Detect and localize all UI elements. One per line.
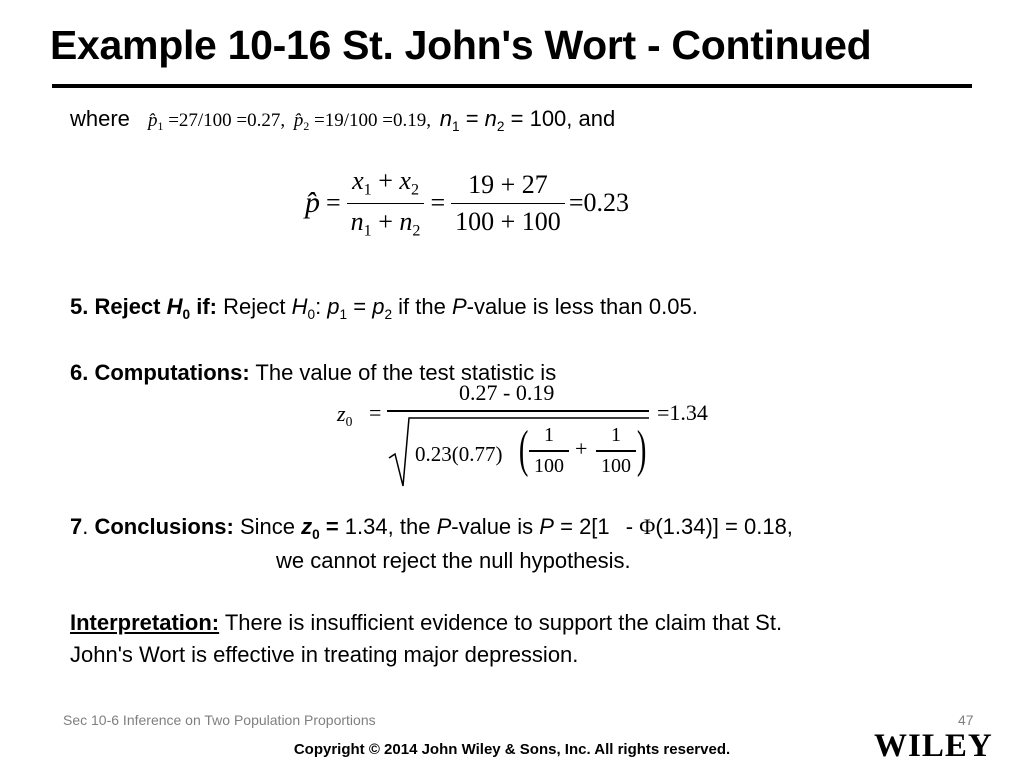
step-6-computations: 6. Computations: The value of the test statistic is: [70, 360, 557, 385]
fraction-2-numerator: 1: [611, 424, 621, 446]
fraction-1-denominator: 100: [534, 454, 564, 477]
copyright-notice: Copyright © 2014 John Wiley & Sons, Inc. All rights reserved.: [293, 741, 731, 758]
step-5-reject-criterion: 5. Reject $H_0$ if: Reject $H_0$: $p_1 = p_2$ if the P-value is less than 0.05.: [70, 294, 698, 322]
step-7-conclusions: 7. Conclusions: Since $z_0 = 1.34$, the P-value is P = 2[1 - Φ(1.34)] = 0.18,: [70, 514, 793, 542]
sample-size-expression: $n_1 = n_2 = 100$, and: [439, 106, 616, 134]
interpretation-line-1: Interpretation: There is insufficient evidence to support the claim that St.: [70, 610, 783, 635]
fraction-1-numerator: 1: [544, 424, 554, 446]
where-label: where: [70, 106, 130, 131]
slide-title: Example 10-16 St. John's Wort - Continued: [50, 22, 872, 68]
fraction-2-denominator: 100: [601, 454, 631, 477]
title-underline: [52, 84, 972, 88]
pooled-symbolic-fraction: $\frac{x_1 + x_2}{n_1 + n_2}$: [347, 166, 425, 241]
wiley-logo: WILEY: [874, 728, 993, 764]
interpretation-label: Interpretation:: [70, 610, 220, 635]
pooled-numeric-fraction: $\frac{19 + 27}{100 + 100}$: [451, 170, 565, 238]
definitions-line: [70, 106, 615, 134]
step-7-conclusion-line-2: we cannot reject the null hypothesis.: [276, 548, 631, 573]
page-number: 47: [958, 712, 974, 728]
z-numerator: 0.27 - 0.19: [459, 380, 555, 405]
z-statistic-equation: $z_0$ = 0.27 - 0.19 0.23(0.77) ( 1 100 + 1 100 ) =1.34: [337, 380, 737, 490]
section-footer: Sec 10-6 Inference on Two Population Proportions: [63, 712, 376, 728]
pooled-proportion-equation: p̂ = $\frac{x_1 + x_2}{n_1 + n_2}$ = $\frac{19 + 27}{100 + 100}$ =0.23: [305, 166, 629, 240]
p2-hat-expression: $p̂_2 =19/100 =0.19$,: [293, 110, 432, 134]
pooled-result: =0.23: [568, 188, 629, 218]
p1-hat-expression: $p̂_1 =27/100 =0.27$,: [148, 110, 286, 134]
z-result: =1.34: [657, 400, 708, 425]
radicand-value: 0.23(0.77): [415, 442, 503, 466]
interpretation-line-2: John's Wort is effective in treating major depression.: [70, 642, 579, 667]
